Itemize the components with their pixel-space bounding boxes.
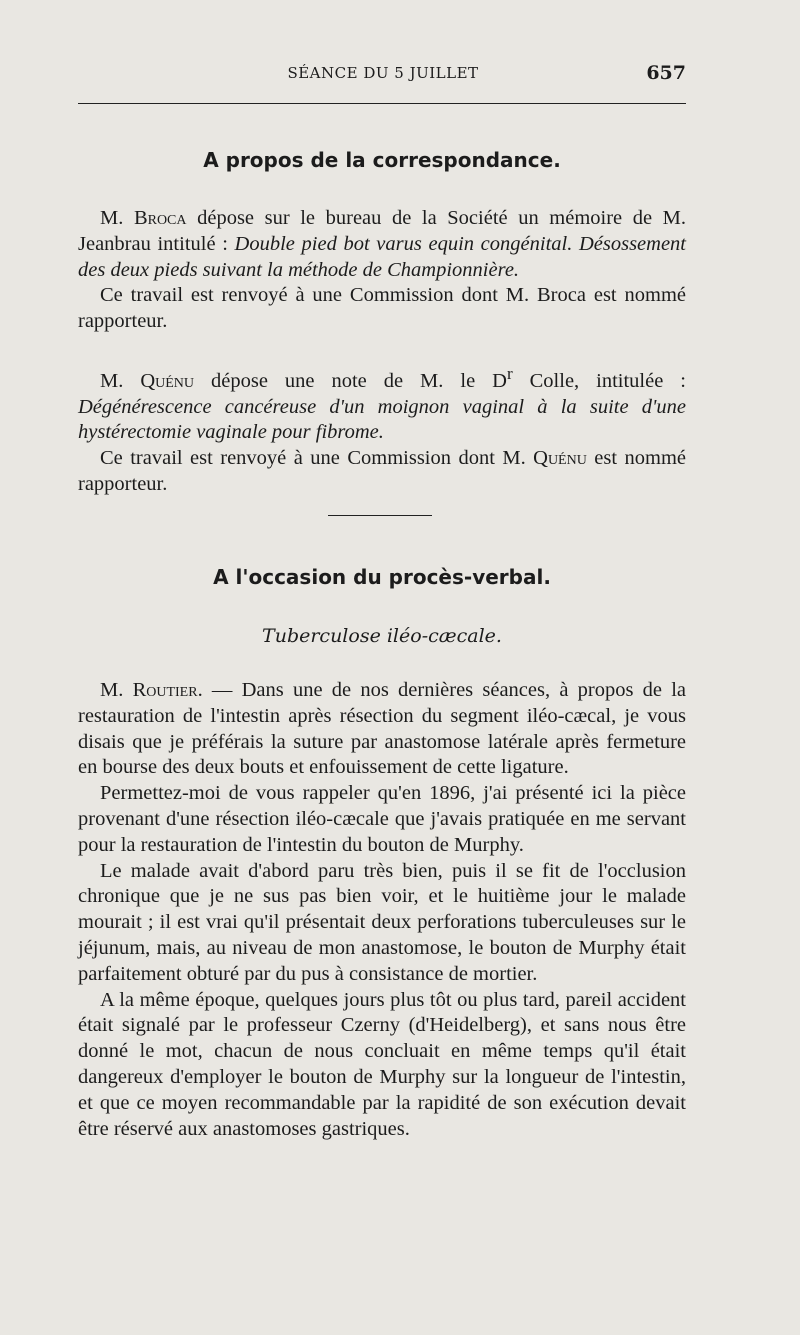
note-title: Dégénérescence cancéreuse d'un moignon vaginal à la suite d'une hystérectomie vaginale pour fibrome.	[78, 395, 686, 444]
commission-note: Ce travail est renvoyé à une Commission dont M. Quénu est nommé rapporteur.	[78, 447, 686, 496]
speaker-name: Quénu	[140, 369, 195, 392]
doctor-sup: r	[506, 364, 513, 383]
commission-note: Ce travail est renvoyé à une Commission dont M. Broca est nommé rapporteur.	[78, 284, 686, 333]
memoir-title: Double pied bot varus equin congénital. Désossement des deux pieds suivant la méthode de Championnière.	[78, 232, 687, 281]
page-number: 657	[646, 62, 686, 84]
broca-paragraph: M. Broca dépose sur le bureau de la Société un mémoire de M. Jeanbrau intitulé : Double pied bot varus equin congénital. Désossement des deux pieds suivant la méthode de Championnière. Ce travail est renvoyé à une Commission dont M. Broca est nommé rapporteur.	[78, 206, 686, 335]
body-text: dépose une note de M. le D	[194, 369, 507, 392]
speaker-name: Broca	[133, 207, 187, 229]
running-head	[78, 64, 688, 94]
body-text: Colle, intitulée :	[512, 369, 686, 392]
paragraph-4: A la même époque, quelques jours plus tôt ou plus tard, pareil accident était signalé par le professeur Czerny (d'Heidelberg), et sans nous être donné le mot, chacun de nous concluait en même temps qu'il était dangereux d'employer le bouton de Murphy sur la longueur de l'intestin, et que ce moyen recommandable par la rapidité de son exécution devait être réservé aux anastomoses gastriques.	[78, 988, 686, 1140]
paragraph-3: Le malade avait d'abord paru très bien, puis il se fit de l'occlusion chronique que je ne sus pas bien voir, et le huitième jour le malade mourait ; il est vrai qu'il présentait deux perforations tuberculeuses sur le jéjunum, mais, au niveau de mon anastomose, le bouton de Murphy était parfaitement obturé par du pus à consistance de mortier.	[78, 859, 686, 985]
routier-text	[78, 678, 686, 1142]
section-divider	[328, 515, 432, 516]
rapporteur-name: Quénu	[533, 447, 587, 470]
paragraph-2: Permettez-moi de vous rappeler qu'en 1896, j'ai présenté ici la pièce provenant d'une résection iléo-cæcale que j'avais pratiquée en me servant pour la restauration de l'intestin du bouton de Murphy.	[78, 782, 686, 856]
header-rule	[78, 103, 686, 104]
subtitle-tuberculose: Tuberculose iléo-cæcale.	[262, 625, 502, 647]
body-text: dépose sur le bureau de la Société un mémoire de M. Jeanbrau intitulé :	[78, 207, 686, 255]
running-title: SÉANCE DU 5 JUILLET	[287, 64, 479, 82]
section-title-correspondance: A propos de la correspondance.	[203, 148, 561, 172]
quenu-paragraph: M. Quénu dépose une note de M. le $D^r$ Colle, intitulée : Dégénérescence cancéreuse d'un moignon vaginal à la suite d'une hystérectomie vaginale pour fibrome. Ce travail est renvoyé à une Commission dont M. Quénu est nommé rapporteur.	[78, 361, 686, 498]
speaker-name: Routier	[132, 679, 198, 701]
section-title-proces-verbal: A l'occasion du procès-verbal.	[213, 565, 551, 589]
paragraph-1: M. Routier. — Dans une de nos dernières séances, à propos de la restauration de l'intestin après résection du segment iléo-cæcal, je vous disais que je préférais la suture par anastomose latérale après fermeture en bourse des deux bouts et enfouissement de cette ligature.	[78, 679, 687, 779]
